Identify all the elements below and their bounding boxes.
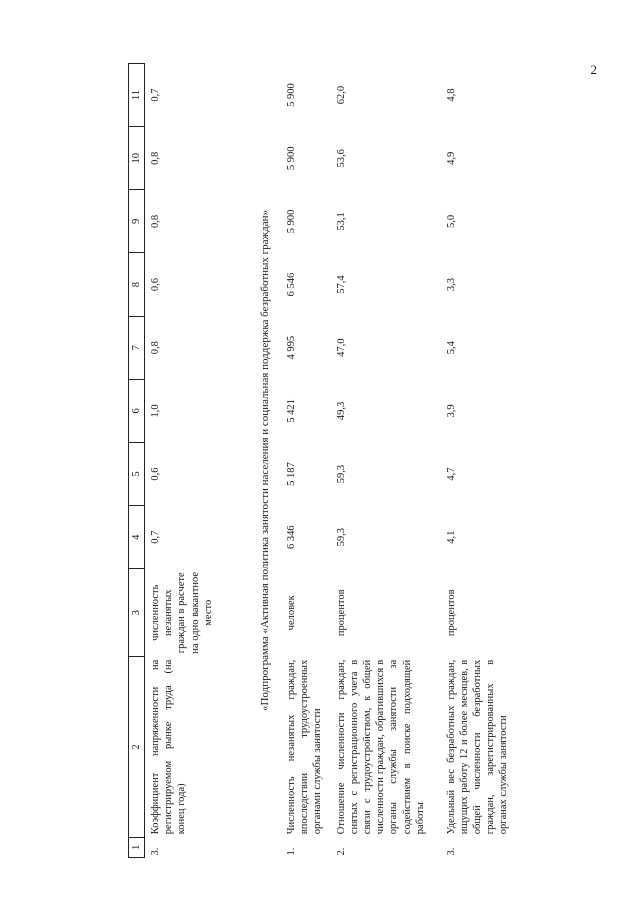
value-cell: 0,7 [150,530,162,544]
page-number: 2 [590,62,597,77]
value-cell: 0,7 [150,88,162,102]
unit-of-measure: численность незанятых граждан в расчете на одно вакантное место [150,571,214,654]
subprogram-row [251,64,281,858]
column-header: 2 [129,657,145,837]
row-index: 3. [150,847,162,856]
column-header: 3 [129,569,145,657]
value-cell: 4 995 [285,335,297,360]
value-cell: 49,3 [335,401,347,421]
value-cell: 5,4 [445,341,457,355]
column-header: 8 [129,253,145,316]
value-cell: 5 900 [285,146,297,171]
column-header: 9 [129,190,145,253]
value-cell: 53,6 [335,149,347,168]
unit-of-measure: процентов [445,589,457,637]
value-cell: 47,0 [335,338,347,357]
column-header: 6 [129,379,145,442]
value-cell: 0,8 [150,341,162,355]
value-cell: 59,3 [335,528,347,547]
row-index: 2. [335,847,347,856]
value-cell: 4,9 [445,151,457,165]
rotated-table-sheet [128,63,528,858]
value-cell: 5 421 [285,399,297,423]
value-cell: 53,1 [335,212,347,231]
value-cell: 5 900 [285,209,297,234]
column-header: 5 [129,442,145,505]
value-cell: 0,6 [150,467,162,481]
value-cell: 4,1 [445,530,457,544]
value-cell: 0,6 [150,278,162,292]
value-cell: 1,0 [150,404,162,418]
table-row [441,64,517,858]
value-cell: 59,3 [335,464,347,484]
value-cell: 0,8 [150,151,162,165]
value-cell: 6 346 [285,525,297,550]
subprogram-title: «Подпрограмма «Активная политика занятости населения и социальная поддержка безработных граждан» [259,209,272,712]
value-cell: 0,8 [150,214,162,228]
indicator-name: Коэффициент напряженности на регистрируемом рынке труда (на конец года) [150,659,188,835]
value-cell: 5 187 [285,462,297,486]
table-row [145,64,252,858]
value-cell: 3,3 [445,278,457,292]
value-cell: 6 546 [285,272,297,297]
table-row [281,64,331,858]
value-cell: 3,9 [445,404,457,418]
column-header: 1 [129,837,145,857]
column-header: 10 [129,127,145,190]
indicator-name: Отношение численности граждан, снятых с регистрационного учета в связи с трудоустройством, к общей численности граждан, обратившихся в органы службы занятости за содействием в поиске подходящей работы [335,659,426,835]
indicators-table [128,63,517,858]
value-cell: 57,4 [335,275,347,294]
row-index: 1. [285,847,297,856]
column-header: 4 [129,506,145,569]
row-index: 3. [445,847,457,856]
value-cell: 5,0 [445,214,457,228]
indicator-name: Удельный вес безработных граждан, ищущих работу 12 и более месяцев, в общей численности безработных граждан, зарегистрированных в органах службы занятости [445,659,510,835]
unit-of-measure: человек [285,595,297,631]
table-row [331,64,441,858]
indicator-name: Численность незанятых граждан, впоследствии трудоустроенных органами службы занятости [285,659,324,835]
value-cell: 4,8 [445,88,457,102]
column-header: 11 [129,64,145,127]
value-cell: 5 900 [285,83,297,107]
column-header: 7 [129,316,145,379]
value-cell: 4,7 [445,467,457,481]
value-cell: 62,0 [335,85,347,105]
column-number-header-row [129,64,145,858]
unit-of-measure: процентов [335,589,347,637]
